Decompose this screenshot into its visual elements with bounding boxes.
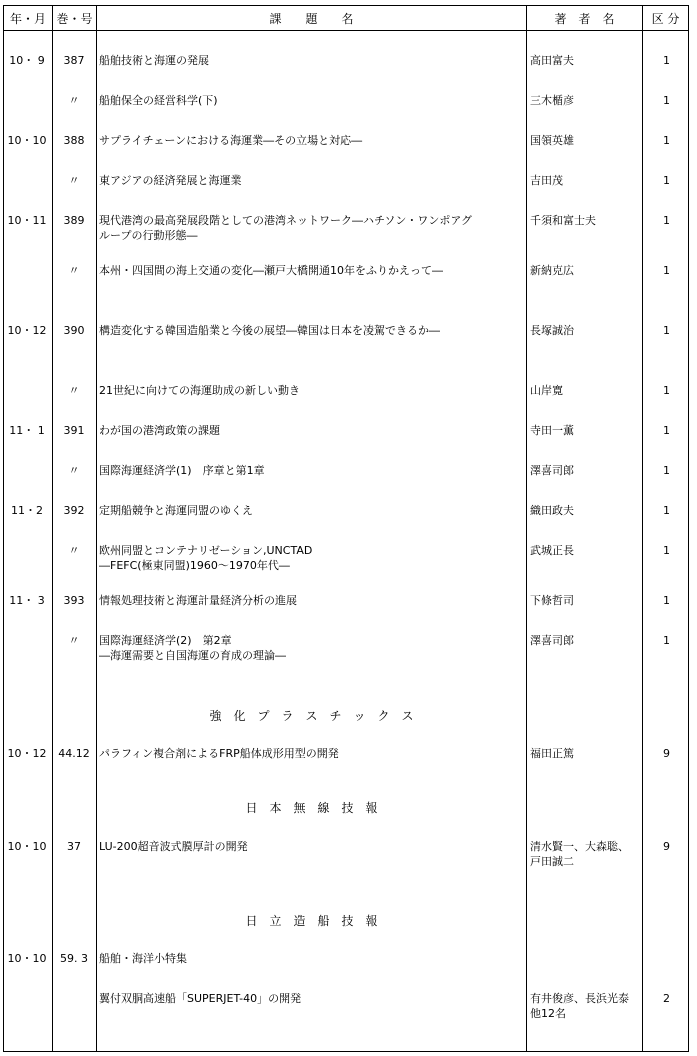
category-cell: 9 — [663, 747, 670, 760]
author-cell-line2: 他12名 — [530, 1007, 566, 1020]
category-cell: 1 — [663, 384, 670, 397]
table-frame — [3, 5, 689, 1052]
volume-cell: 37 — [67, 840, 81, 853]
title-cell-line2: ―海運需要と自国海運の育成の理論― — [99, 649, 286, 662]
title-cell: 船舶技術と海運の発展 — [99, 54, 209, 67]
category-cell: 1 — [663, 594, 670, 607]
header-divider — [3, 30, 689, 31]
author-cell: 澤喜司郎 — [530, 464, 574, 477]
title-cell: 欧州同盟とコンテナリゼーション,UNCTAD — [99, 544, 313, 557]
volume-cell: 392 — [63, 504, 85, 517]
title-cell: 東アジアの経済発展と海運業 — [99, 174, 242, 187]
category-cell: 1 — [663, 214, 670, 227]
author-cell: 国領英雄 — [530, 134, 574, 147]
volume-cell: 44.12 — [58, 747, 90, 760]
title-cell: 本州・四国間の海上交通の変化―瀬戸大橋開通10年をふりかえって― — [99, 264, 443, 277]
category-cell: 1 — [663, 264, 670, 277]
author-cell: 新納克広 — [530, 264, 574, 277]
title-cell: 国際海運経済学(1) 序章と第1章 — [99, 464, 265, 477]
author-cell: 長塚誠治 — [530, 324, 574, 337]
title-cell: パラフィン複合剤によるFRP船体成形用型の開発 — [99, 747, 339, 760]
col-divider — [642, 5, 643, 1052]
author-cell: 山岸寛 — [530, 384, 563, 397]
category-cell: 1 — [663, 174, 670, 187]
date-cell: 11・ 1 — [9, 424, 45, 437]
header-title: 課 題 名 — [269, 12, 354, 26]
col-divider — [52, 5, 53, 1052]
title-cell: 船舶保全の経営科学(下) — [99, 94, 218, 107]
author-cell: 寺田一薫 — [530, 424, 574, 437]
author-cell: 清水賢一、大森聡、 — [530, 840, 629, 853]
title-cell: 定期船競争と海運同盟のゆくえ — [99, 504, 253, 517]
author-cell: 吉田茂 — [530, 174, 563, 187]
title-cell: 情報処理技術と海運計量経済分析の進展 — [99, 594, 297, 607]
author-cell: 有井俊彦、長浜光泰 — [530, 992, 629, 1005]
volume-cell: 59. 3 — [60, 952, 88, 965]
volume-cell: 〃 — [68, 384, 80, 397]
date-cell: 10・11 — [7, 214, 47, 227]
category-cell: 1 — [663, 94, 670, 107]
date-cell: 10・12 — [7, 747, 47, 760]
date-cell: 11・2 — [11, 504, 43, 517]
title-cell: 21世紀に向けての海運助成の新しい動き — [99, 384, 300, 397]
section-heading: 強 化 プ ラ ス チ ッ ク ス — [209, 709, 414, 723]
author-cell: 武城正長 — [530, 544, 574, 557]
category-cell: 2 — [663, 992, 670, 1005]
volume-cell: 389 — [63, 214, 85, 227]
date-cell: 10・10 — [7, 134, 47, 147]
volume-cell: 387 — [63, 54, 85, 67]
category-cell: 1 — [663, 634, 670, 647]
volume-cell: 〃 — [68, 94, 80, 107]
category-cell: 1 — [663, 424, 670, 437]
title-cell: 翼付双胴高速船「SUPERJET-40」の開発 — [99, 992, 302, 1005]
volume-cell: 〃 — [68, 264, 80, 277]
volume-cell: 〃 — [68, 634, 80, 647]
col-divider — [526, 5, 527, 1052]
volume-cell: 388 — [63, 134, 85, 147]
title-cell: 構造変化する韓国造船業と今後の展望―韓国は日本を凌駕できるか― — [99, 324, 440, 337]
date-cell: 11・ 3 — [9, 594, 45, 607]
title-cell-line2: ループの行動形態― — [99, 229, 198, 242]
header-volume: 巻・号 — [56, 12, 93, 26]
header-date: 年・月 — [9, 12, 46, 26]
category-cell: 1 — [663, 134, 670, 147]
author-cell: 福田正篤 — [530, 747, 574, 760]
category-cell: 1 — [663, 504, 670, 517]
title-cell: 国際海運経済学(2) 第2章 — [99, 634, 232, 647]
volume-cell: 390 — [63, 324, 85, 337]
category-cell: 1 — [663, 464, 670, 477]
author-cell: 澤喜司郎 — [530, 634, 574, 647]
author-cell-line2: 戸田誠二 — [530, 855, 574, 868]
category-cell: 9 — [663, 840, 670, 853]
title-cell: わが国の港湾政策の課題 — [99, 424, 220, 437]
category-cell: 1 — [663, 324, 670, 337]
header-category: 区 分 — [651, 12, 680, 26]
section-heading: 日 本 無 線 技 報 — [245, 801, 378, 815]
category-cell: 1 — [663, 544, 670, 557]
author-cell: 下條哲司 — [530, 594, 574, 607]
title-cell: 現代港湾の最高発展段階としての港湾ネットワーク―ハチソン・ワンポアグ — [99, 214, 473, 227]
title-cell-line2: ―FEFC(極東同盟)1960～1970年代― — [99, 559, 290, 572]
col-divider — [96, 5, 97, 1052]
category-cell: 1 — [663, 54, 670, 67]
header-author: 著 者 名 — [554, 12, 615, 26]
volume-cell: 391 — [63, 424, 85, 437]
date-cell: 10・10 — [7, 952, 47, 965]
volume-cell: 〃 — [68, 544, 80, 557]
title-cell: LU-200超音波式膜厚計の開発 — [99, 840, 248, 853]
volume-cell: 〃 — [68, 174, 80, 187]
title-cell: サプライチェーンにおける海運業―その立場と対応― — [99, 134, 363, 147]
volume-cell: 〃 — [68, 464, 80, 477]
volume-cell: 393 — [63, 594, 85, 607]
author-cell: 織田政夫 — [530, 504, 574, 517]
author-cell: 高田富夫 — [530, 54, 574, 67]
author-cell: 千須和富士夫 — [530, 214, 596, 227]
date-cell: 10・ 9 — [9, 54, 45, 67]
date-cell: 10・12 — [7, 324, 47, 337]
author-cell: 三木楯彦 — [530, 94, 574, 107]
date-cell: 10・10 — [7, 840, 47, 853]
title-cell: 船舶・海洋小特集 — [99, 952, 187, 965]
section-heading: 日 立 造 船 技 報 — [245, 914, 378, 928]
